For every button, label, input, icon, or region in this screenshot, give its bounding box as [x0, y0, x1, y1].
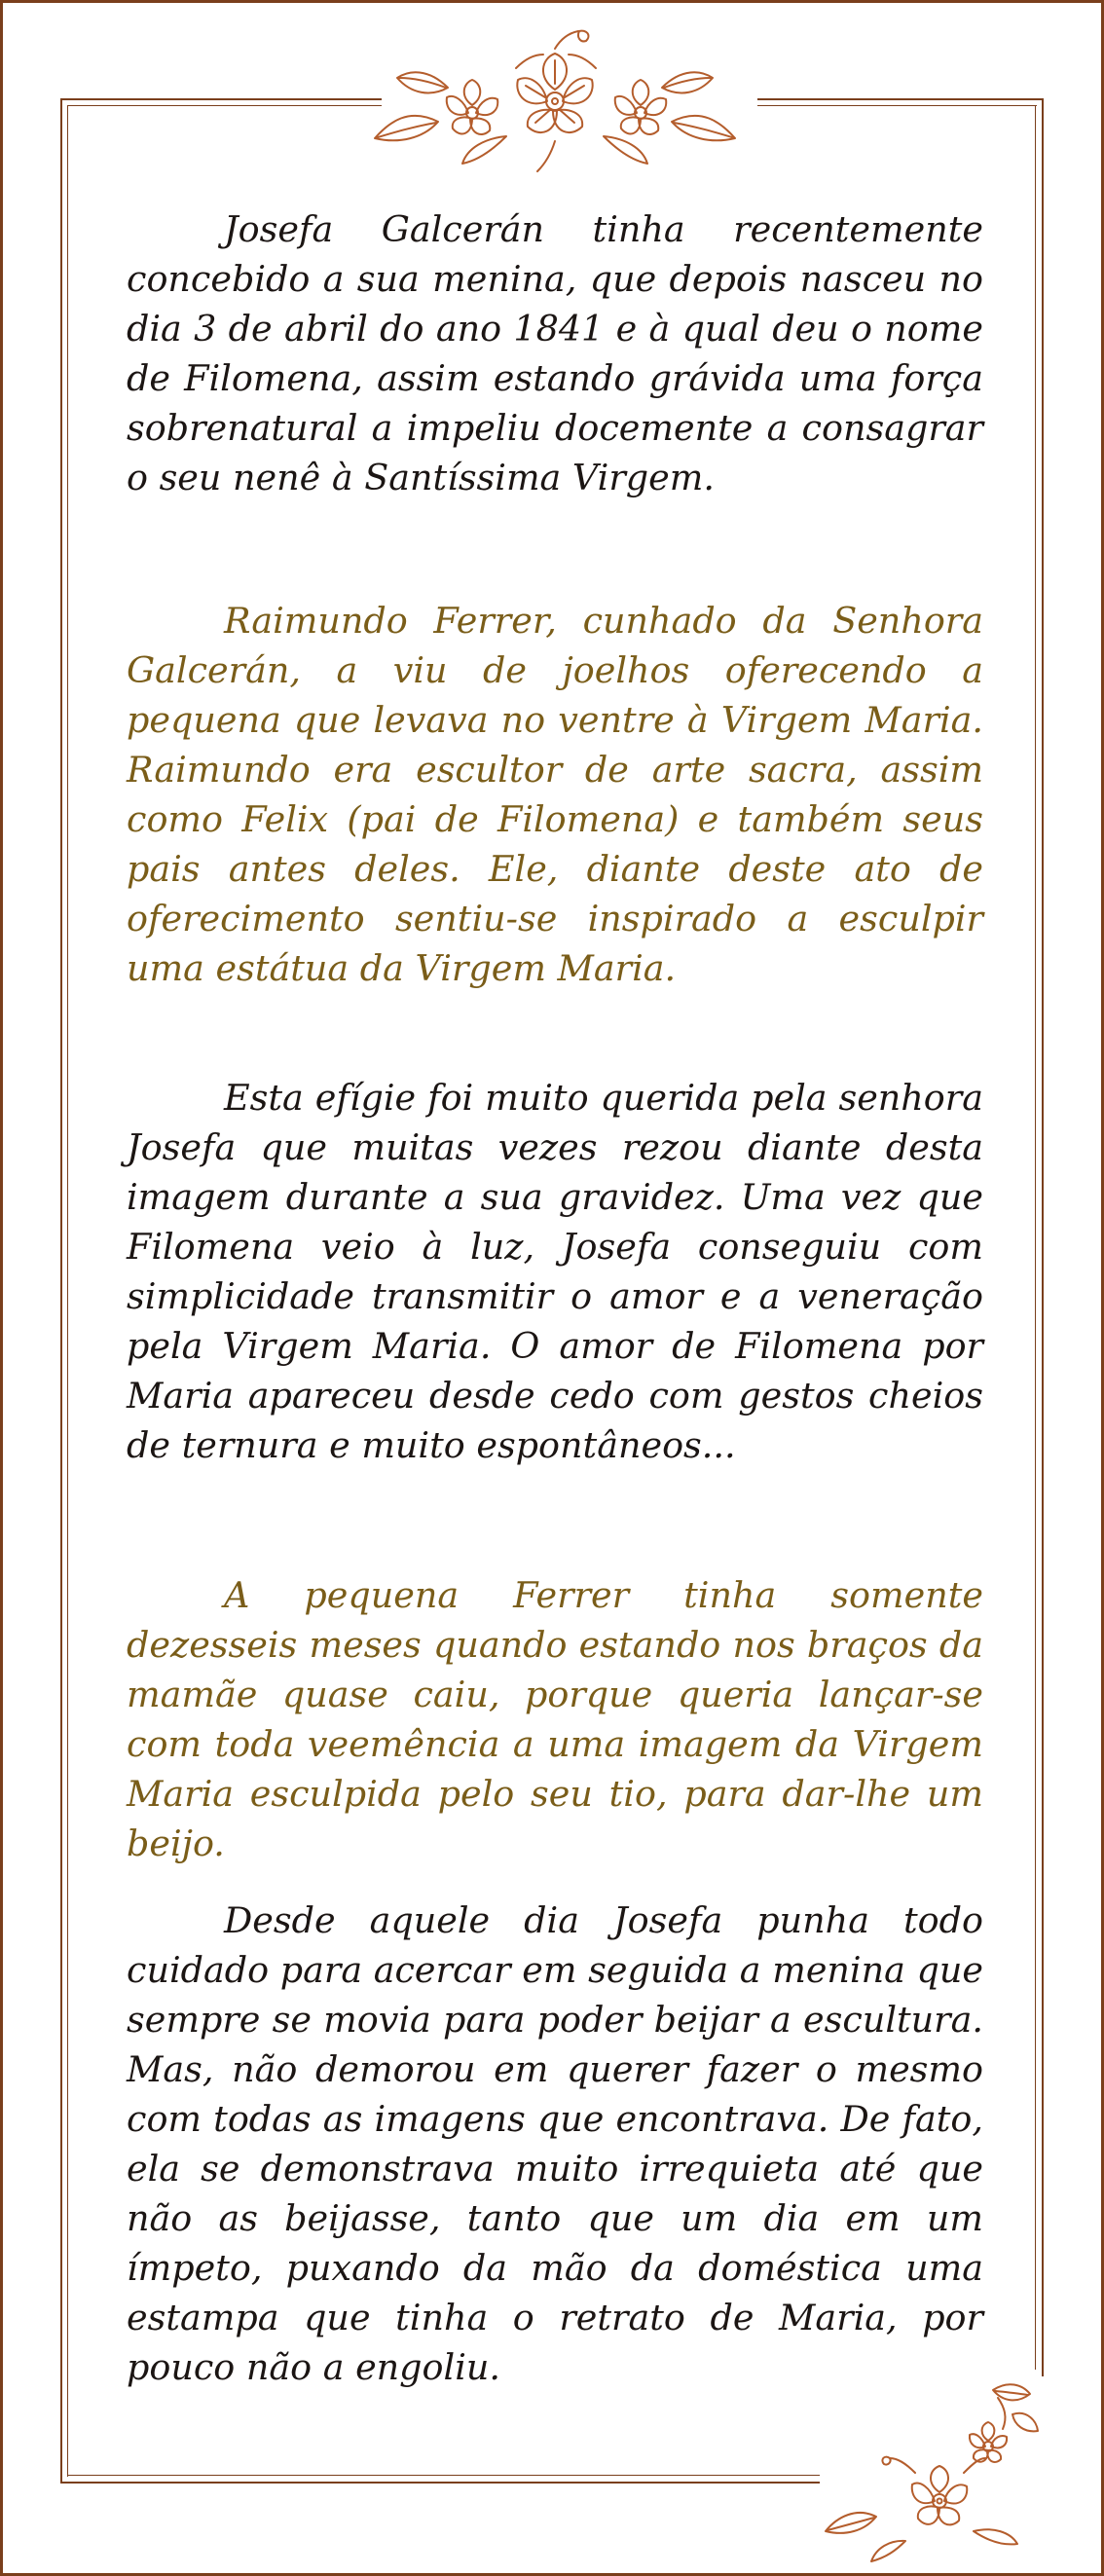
frame-right-line	[1042, 98, 1044, 2376]
frame-bottom-line	[60, 2482, 820, 2484]
frame-top-left-line	[60, 98, 382, 100]
frame-bottom-line-inner	[67, 2475, 820, 2476]
paragraph-5: Desde aquele dia Josefa punha todo cuidado para acercar em seguida a menina que sempre se movia para poder beijar a escultura. Mas, não demorou em querer fazer o mesmo com todas as imagens que encontrava. De fato, ela se demonstrava muito irrequieta até que não as beijasse, tanto que um dia em um ímpeto, puxando da mão da doméstica uma estampa que tinha o retrato de Maria, por pouco não a engoliu.	[127, 1899, 983, 2388]
floral-ornament-icon	[370, 29, 740, 175]
paragraph-3: Esta efígie foi muito querida pela senhora Josefa que muitas vezes rezou diante desta imagem durante a sua gravidez. Uma vez que Filomena veio à luz, Josefa conseguiu com simplicidade transmitir o amor e a veneração pela Virgem Maria. O amor de Filomena por Maria apareceu desde cedo com gestos cheios de ternura e muito espontâneos...	[127, 1077, 983, 1466]
floral-corner-ornament-icon	[818, 2371, 1042, 2565]
frame-top-right-line-inner	[757, 105, 1037, 106]
frame-top-left-line-inner	[67, 105, 382, 106]
frame-left-line	[60, 98, 62, 2484]
frame-left-line-inner	[67, 105, 68, 2477]
paragraph-1: Josefa Galcerán tinha recentemente concebido a sua menina, que depois nasceu no dia 3 de abril do ano 1841 e à qual deu o nome de Filomena, assim estando grávida uma força sobrenatural a impeliu docemente a consagrar o seu nenê à Santíssima Virgem.	[127, 208, 983, 498]
frame-top-right-line	[757, 98, 1044, 100]
frame-right-line-inner	[1035, 105, 1036, 2370]
paragraph-2: Raimundo Ferrer, cunhado da Senhora Galcerán, a viu de joelhos oferecendo a pequena que levava no ventre à Virgem Maria. Raimundo era escultor de arte sacra, assim como Felix (pai de Filomena) e também seus pais antes deles. Ele, diante deste ato de oferecimento sentiu-se inspirado a esculpir uma estátua da Virgem Maria.	[127, 600, 983, 989]
paragraph-4: A pequena Ferrer tinha somente dezesseis meses quando estando nos braços da mamãe quase caiu, porque queria lançar-se com toda veemência a uma imagem da Virgem Maria esculpida pelo seu tio, para dar-lhe um beijo.	[127, 1574, 983, 1864]
